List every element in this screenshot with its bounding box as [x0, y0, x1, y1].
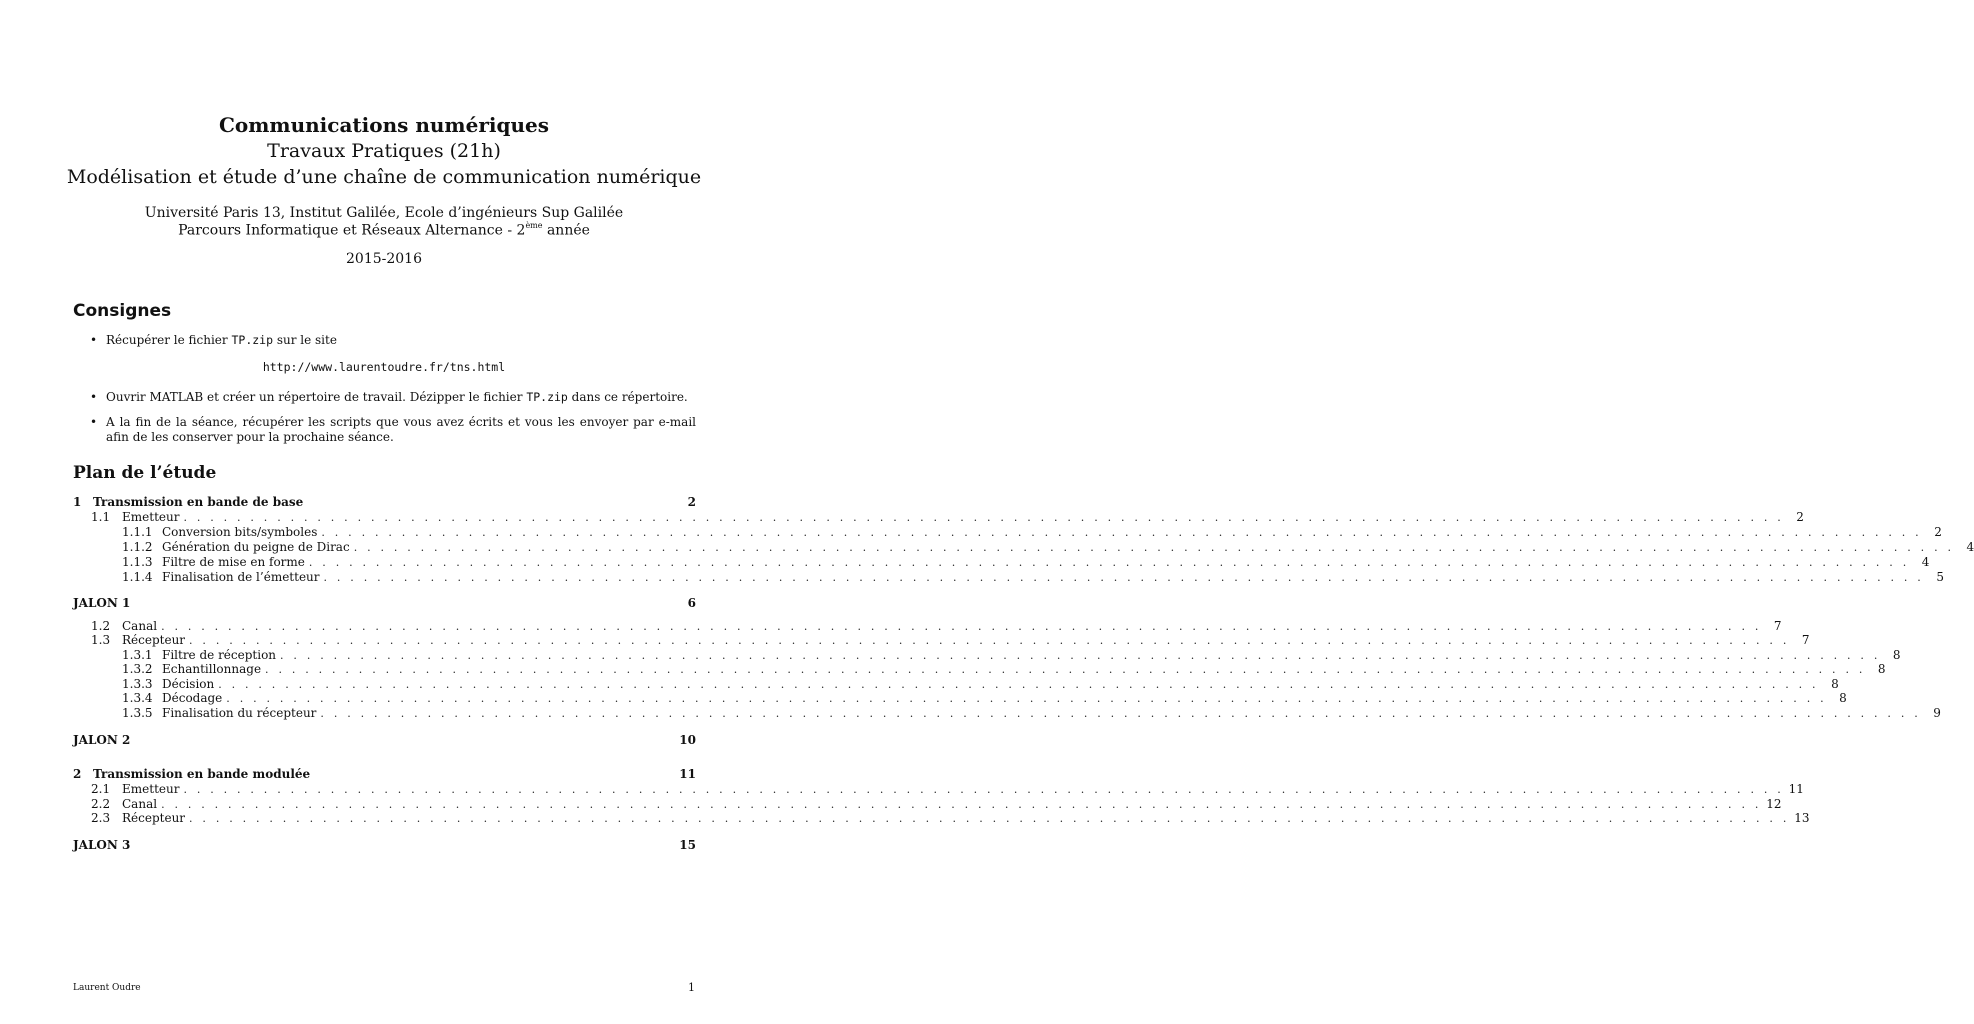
instruction-item-1 — [90, 333, 696, 348]
toc-entry[interactable] — [122, 648, 1901, 663]
toc-entry-title: Filtre de réception — [162, 648, 277, 662]
instruction-2-suffix: dans ce répertoire. — [567, 390, 688, 404]
toc-entry[interactable] — [73, 767, 696, 782]
toc-entry-title: Transmission en bande modulée — [93, 767, 311, 781]
section-heading-consignes: Consignes — [73, 301, 172, 321]
toc-entry-page: 8 — [1877, 662, 1886, 676]
toc-entry-page: 9 — [1933, 706, 1941, 720]
toc-entry[interactable] — [73, 495, 696, 510]
toc-entry-number: 1.3.2 — [122, 662, 153, 676]
affiliation-line-1: Université Paris 13, Institut Galilée, Ecole d’ingénieurs Sup Galilée — [144, 205, 624, 221]
affiliation-line-2-superscript: ème — [525, 221, 543, 230]
toc-entry[interactable] — [122, 555, 1930, 570]
toc-leader: . . . . . . . . . . . . . . . . . . . . . . . . . . . . . . . . . . . . . . . . . . . . . . . . . . . . . . . . . . . . . . . . . . . . . . . . . . . . . . . . . . . . . . . . . . . . . . . . . . . . . . . . . . . . . . . . . . . . . . . . — [183, 783, 1784, 796]
toc-entry-page: 12 — [1766, 797, 1782, 811]
toc-entry[interactable] — [91, 782, 1804, 797]
toc-entry-page: 8 — [1839, 691, 1847, 705]
toc-entry-title: Récepteur — [122, 811, 186, 825]
toc-entry-title: Conversion bits/symboles — [162, 525, 318, 539]
toc-entry-page: 15 — [679, 838, 696, 852]
toc-entry-number: 1.1.3 — [122, 555, 153, 569]
toc-entry-page: 5 — [1936, 570, 1944, 584]
toc-entry-number: 2.1 — [91, 782, 111, 796]
toc-entry-title: Finalisation du récepteur — [162, 706, 317, 720]
bullet-icon: • — [90, 415, 98, 429]
toc-entry-number: 1 — [73, 495, 82, 509]
toc-entry-title: Filtre de mise en forme — [162, 555, 305, 569]
toc-entry-title: JALON 1 — [73, 596, 131, 610]
toc-entry-page: 2 — [1934, 525, 1942, 539]
toc-entry[interactable] — [91, 797, 1782, 812]
toc-entry-number: 2.3 — [91, 811, 111, 825]
instruction-1-filename: TP.zip — [231, 333, 274, 347]
affiliation-line-2 — [0, 222, 768, 239]
toc-entry[interactable] — [122, 662, 1886, 677]
toc-entry[interactable] — [73, 733, 696, 748]
toc-entry-title: Canal — [122, 797, 158, 811]
toc-leader: . . . . . . . . . . . . . . . . . . . . . . . . . . . . . . . . . . . . . . . . . . . . . . . . . . . . . . . . . . . . . . . . . . . . . . . . . . . . . . . . . . . . . . . . . . . . . . . . . . . . . . . . . . . . . . . . . . . . . . . . — [265, 663, 1866, 676]
toc-leader: . . . . . . . . . . . . . . . . . . . . . . . . . . . . . . . . . . . . . . . . . . . . . . . . . . . . . . . . . . . . . . . . . . . . . . . . . . . . . . . . . . . . . . . . . . . . . . . . . . . . . . . . . . . . . . . . . . . . . . . . — [218, 678, 1819, 691]
toc-entry[interactable] — [122, 525, 1942, 540]
instruction-item-2 — [90, 390, 696, 405]
section-heading-plan: Plan de l’étude — [73, 463, 217, 483]
academic-year: 2015-2016 — [346, 251, 422, 267]
toc-entry-page: 4 — [1921, 555, 1930, 569]
toc-entry-title: JALON 2 — [73, 733, 131, 747]
toc-leader: . . . . . . . . . . . . . . . . . . . . . . . . . . . . . . . . . . . . . . . . . . . . . . . . . . . . . . . . . . . . . . . . . . . . . . . . . . . . . . . . . . . . . . . . . . . . . . . . . . . . . . . . . . . . . . . . . . . . . . . . — [183, 511, 1784, 524]
instruction-3-text: A la fin de la séance, récupérer les scripts que vous avez écrits et vous les envoyer par e-mail afin de les conserver pour la prochaine séance. — [106, 415, 696, 444]
toc-entry-title: Décision — [162, 677, 215, 691]
toc-leader: . . . . . . . . . . . . . . . . . . . . . . . . . . . . . . . . . . . . . . . . . . . . . . . . . . . . . . . . . . . . . . . . . . . . . . . . . . . . . . . . . . . . . . . . . . . . . . . . . . . . . . . . . . . . . . . . . . . . . . . . — [161, 798, 1762, 811]
toc-entry-title: Canal — [122, 619, 158, 633]
toc-entry-page: 11 — [1788, 782, 1804, 796]
toc-entry-title: Echantillonnage — [162, 662, 262, 676]
instruction-item-3 — [90, 415, 696, 445]
bullet-icon: • — [90, 390, 98, 404]
document-title: Communications numériques — [219, 113, 549, 137]
toc-leader: . . . . . . . . . . . . . . . . . . . . . . . . . . . . . . . . . . . . . . . . . . . . . . . . . . . . . . . . . . . . . . . . . . . . . . . . . . . . . . . . . . . . . . . . . . . . . . . . . . . . . . . . . . . . . . . . . . . . . . . . — [323, 571, 1924, 584]
toc-entry-title: Transmission en bande de base — [93, 495, 304, 509]
toc-entry-number: 2.2 — [91, 797, 111, 811]
document-topic: Modélisation et étude d’une chaîne de communication numérique — [66, 166, 702, 188]
toc-entry[interactable] — [91, 510, 1804, 525]
toc-leader: . . . . . . . . . . . . . . . . . . . . . . . . . . . . . . . . . . . . . . . . . . . . . . . . . . . . . . . . . . . . . . . . . . . . . . . . . . . . . . . . . . . . . . . . . . . . . . . . . . . . . . . . . . . . . . . . . . . . . . . . — [189, 812, 1790, 825]
toc-leader: . . . . . . . . . . . . . . . . . . . . . . . . . . . . . . . . . . . . . . . . . . . . . . . . . . . . . . . . . . . . . . . . . . . . . . . . . . . . . . . . . . . . . . . . . . . . . . . . . . . . . . . . . . . . . . . . . . . . . . . . — [308, 556, 1910, 569]
toc-leader: . . . . . . . . . . . . . . . . . . . . . . . . . . . . . . . . . . . . . . . . . . . . . . . . . . . . . . . . . . . . . . . . . . . . . . . . . . . . . . . . . . . . . . . . . . . . . . . . . . . . . . . . . . . . . . . . . . . . . . . . — [161, 620, 1762, 633]
toc-entry-number: 1.3.1 — [122, 648, 153, 662]
document-subtitle: Travaux Pratiques (21h) — [267, 140, 501, 162]
affiliation-line-2-text: Parcours Informatique et Réseaux Alternance - 2 — [178, 222, 526, 239]
toc-leader: . . . . . . . . . . . . . . . . . . . . . . . . . . . . . . . . . . . . . . . . . . . . . . . . . . . . . . . . . . . . . . . . . . . . . . . . . . . . . . . . . . . . . . . . . . . . . . . . . . . . . . . . . . . . . . . . . . . . . . . . — [321, 526, 1922, 539]
toc-entry-page: 8 — [1892, 648, 1901, 662]
toc-entry-number: 1.2 — [91, 619, 111, 633]
toc-entry[interactable] — [122, 706, 1941, 721]
toc-entry-number: 1.3.3 — [122, 677, 153, 691]
toc-entry-title: JALON 3 — [73, 838, 131, 852]
toc-leader: . . . . . . . . . . . . . . . . . . . . . . . . . . . . . . . . . . . . . . . . . . . . . . . . . . . . . . . . . . . . . . . . . . . . . . . . . . . . . . . . . . . . . . . . . . . . . . . . . . . . . . . . . . . . . . . . . . . . . . . . — [280, 649, 1881, 662]
toc-entry-page: 13 — [1794, 811, 1810, 825]
toc-entry-page: 2 — [687, 495, 696, 509]
toc-leader: . . . . . . . . . . . . . . . . . . . . . . . . . . . . . . . . . . . . . . . . . . . . . . . . . . . . . . . . . . . . . . . . . . . . . . . . . . . . . . . . . . . . . . . . . . . . . . . . . . . . . . . . . . . . . . . . . . . . . . . . — [189, 634, 1790, 647]
toc-entry[interactable] — [122, 691, 1847, 706]
instruction-1-suffix: sur le site — [273, 333, 337, 347]
toc-leader: . . . . . . . . . . . . . . . . . . . . . . . . . . . . . . . . . . . . . . . . . . . . . . . . . . . . . . . . . . . . . . . . . . . . . . . . . . . . . . . . . . . . . . . . . . . . . . . . . . . . . . . . . . . . . . . . . . . . . . . . — [226, 692, 1827, 705]
toc-entry[interactable] — [122, 677, 1839, 692]
bullet-icon: • — [90, 333, 98, 347]
toc-entry-page: 2 — [1796, 510, 1804, 524]
toc-entry[interactable] — [91, 619, 1782, 634]
toc-entry-title: Emetteur — [122, 510, 180, 524]
toc-entry-page: 7 — [1801, 633, 1810, 647]
toc-entry[interactable] — [73, 838, 696, 853]
toc-entry-page: 11 — [679, 767, 696, 781]
toc-entry[interactable] — [73, 596, 696, 611]
toc-entry-title: Génération du peigne de Dirac — [162, 540, 350, 554]
footer-page-number: 1 — [688, 981, 695, 994]
toc-entry-page: 6 — [687, 596, 696, 610]
toc-entry-number: 1.3 — [91, 633, 111, 647]
toc-entry-page: 8 — [1831, 677, 1839, 691]
instruction-2-text: Ouvrir MATLAB et créer un répertoire de travail. Dézipper le fichier — [106, 390, 527, 404]
toc-entry-number: 2 — [73, 767, 82, 781]
toc-entry[interactable] — [91, 811, 1810, 826]
toc-entry-number: 1.3.4 — [122, 691, 153, 705]
toc-entry-title: Récepteur — [122, 633, 186, 647]
toc-entry-page: 7 — [1773, 619, 1782, 633]
footer-author: Laurent Oudre — [73, 983, 141, 993]
toc-leader: . . . . . . . . . . . . . . . . . . . . . . . . . . . . . . . . . . . . . . . . . . . . . . . . . . . . . . . . . . . . . . . . . . . . . . . . . . . . . . . . . . . . . . . . . . . . . . . . . . . . . . . . . . . . . . . . . . . . . . . . — [320, 707, 1921, 720]
instruction-1-text: Récupérer le fichier — [106, 333, 232, 347]
instruction-2-filename: TP.zip — [526, 390, 568, 404]
toc-entry[interactable] — [122, 540, 1974, 555]
toc-entry[interactable] — [91, 633, 1810, 648]
toc-entry-page: 10 — [679, 733, 696, 747]
toc-entry-title: Décodage — [162, 691, 223, 705]
toc-entry-number: 1.1 — [91, 510, 111, 524]
toc-entry-page: 4 — [1966, 540, 1974, 554]
toc-entry-number: 1.1.2 — [122, 540, 153, 554]
toc-entry-number: 1.3.5 — [122, 706, 153, 720]
toc-entry[interactable] — [122, 570, 1944, 585]
toc-entry-title: Emetteur — [122, 782, 180, 796]
toc-leader: . . . . . . . . . . . . . . . . . . . . . . . . . . . . . . . . . . . . . . . . . . . . . . . . . . . . . . . . . . . . . . . . . . . . . . . . . . . . . . . . . . . . . . . . . . . . . . . . . . . . . . . . . . . . . . . . . . . . . . . . — [353, 541, 1955, 554]
toc-entry-number: 1.1.4 — [122, 570, 153, 584]
toc-entry-title: Finalisation de l’émetteur — [162, 570, 320, 584]
affiliation-line-2-suffix: année — [542, 222, 590, 239]
course-url: http://www.laurentoudre.fr/tns.html — [262, 360, 506, 374]
toc-entry-number: 1.1.1 — [122, 525, 153, 539]
